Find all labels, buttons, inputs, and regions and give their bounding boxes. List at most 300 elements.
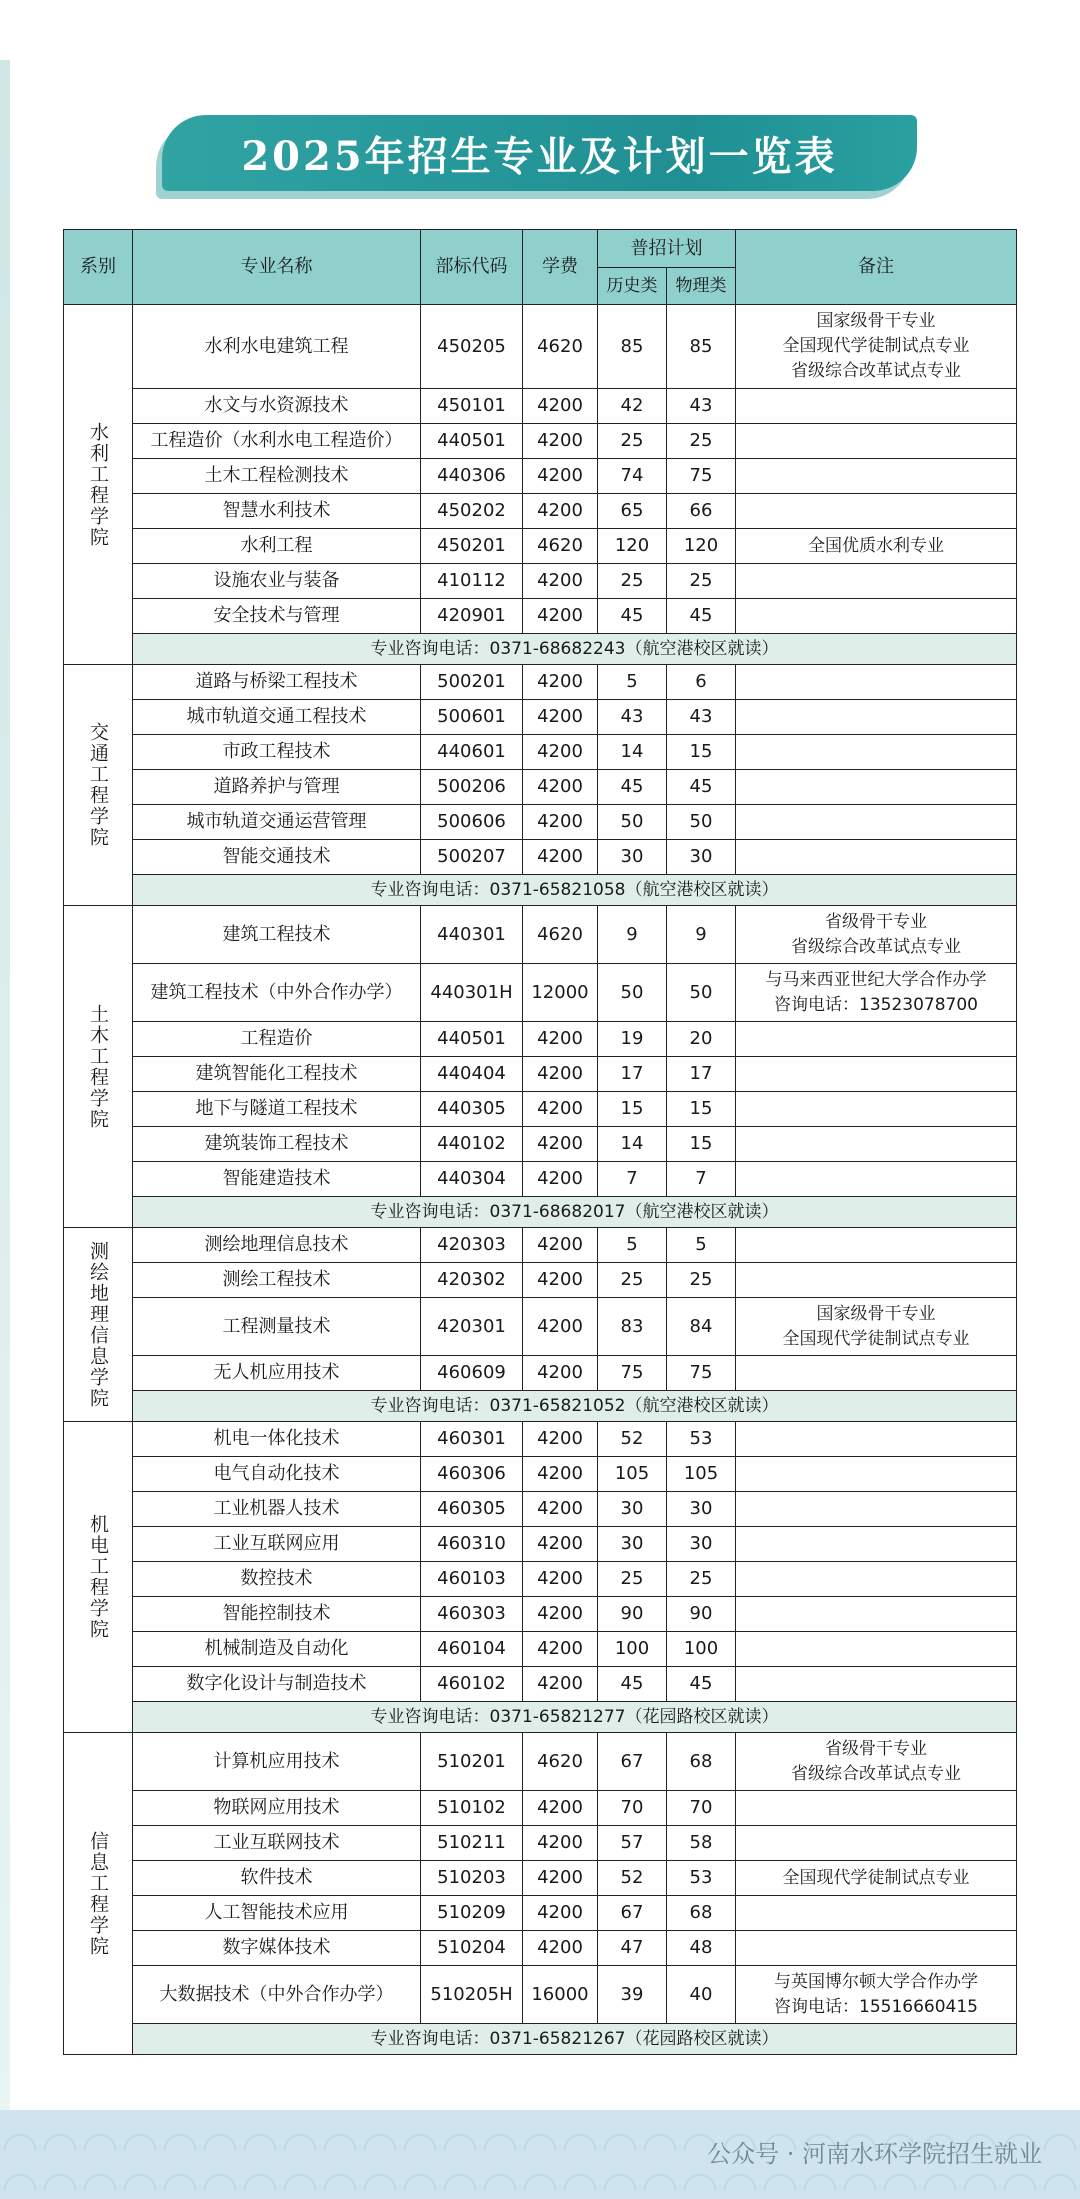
fee-cell: 4200 — [523, 1162, 598, 1197]
physics-plan-cell: 85 — [667, 305, 736, 389]
physics-plan-cell: 75 — [667, 459, 736, 494]
physics-plan-cell: 45 — [667, 599, 736, 634]
physics-plan-cell: 15 — [667, 1092, 736, 1127]
history-plan-cell: 47 — [598, 1931, 667, 1966]
note-line: 全国现代学徒制试点专业 — [782, 336, 970, 356]
physics-plan-cell: 40 — [667, 1966, 736, 2024]
physics-plan-cell: 68 — [667, 1733, 736, 1791]
note-cell — [736, 599, 1017, 634]
physics-plan-cell: 6 — [667, 665, 736, 700]
note-cell — [736, 1298, 1017, 1356]
code-cell: 440404 — [421, 1057, 523, 1092]
physics-plan-cell: 90 — [667, 1597, 736, 1632]
table-row — [64, 1356, 1017, 1391]
code-cell: 410112 — [421, 564, 523, 599]
physics-plan-cell: 48 — [667, 1931, 736, 1966]
note-cell — [736, 389, 1017, 424]
code-cell: 420901 — [421, 599, 523, 634]
table-row — [64, 1931, 1017, 1966]
major-name-cell: 智能交通技术 — [133, 840, 421, 875]
code-cell: 440501 — [421, 1022, 523, 1057]
fee-cell: 4200 — [523, 700, 598, 735]
fee-cell: 4200 — [523, 1667, 598, 1702]
table-row — [64, 1228, 1017, 1263]
fee-cell: 4200 — [523, 1298, 598, 1356]
major-name-cell: 城市轨道交通工程技术 — [133, 700, 421, 735]
physics-plan-cell: 50 — [667, 805, 736, 840]
table-row — [64, 840, 1017, 875]
code-cell: 440301 — [421, 906, 523, 964]
header-history: 历史类 — [598, 268, 667, 305]
dept-cell: 土木工程学院 — [64, 906, 133, 1228]
physics-plan-cell: 15 — [667, 735, 736, 770]
history-plan-cell: 45 — [598, 770, 667, 805]
table-row — [64, 459, 1017, 494]
table-row — [64, 424, 1017, 459]
table-row — [64, 305, 1017, 389]
major-name-cell: 工程造价 — [133, 1022, 421, 1057]
code-cell: 500207 — [421, 840, 523, 875]
note-cell — [736, 840, 1017, 875]
contact-cell: 专业咨询电话：0371-65821277（花园路校区就读） — [133, 1702, 1017, 1733]
history-plan-cell: 14 — [598, 1127, 667, 1162]
history-plan-cell: 5 — [598, 1228, 667, 1263]
physics-plan-cell: 66 — [667, 494, 736, 529]
code-cell: 510205H — [421, 1966, 523, 2024]
major-name-cell: 道路与桥梁工程技术 — [133, 665, 421, 700]
physics-plan-cell: 84 — [667, 1298, 736, 1356]
fee-cell: 4200 — [523, 1791, 598, 1826]
table-row — [64, 735, 1017, 770]
table-row — [64, 1826, 1017, 1861]
note-cell — [736, 964, 1017, 1022]
history-plan-cell: 14 — [598, 735, 667, 770]
fee-cell: 4200 — [523, 1457, 598, 1492]
dept-cell: 测绘地理信息学院 — [64, 1228, 133, 1422]
contact-row — [64, 1391, 1017, 1422]
fee-cell: 4200 — [523, 1562, 598, 1597]
major-name-cell: 市政工程技术 — [133, 735, 421, 770]
physics-plan-cell: 9 — [667, 906, 736, 964]
major-name-cell: 道路养护与管理 — [133, 770, 421, 805]
table-row — [64, 1492, 1017, 1527]
physics-plan-cell: 100 — [667, 1632, 736, 1667]
table-row — [64, 906, 1017, 964]
header-code: 部标代码 — [421, 230, 523, 305]
history-plan-cell: 45 — [598, 599, 667, 634]
physics-plan-cell: 30 — [667, 840, 736, 875]
page-title: 2025年招生专业及计划一览表 — [241, 132, 838, 180]
major-name-cell: 城市轨道交通运营管理 — [133, 805, 421, 840]
enrollment-table — [63, 229, 1017, 2055]
fee-cell: 16000 — [523, 1966, 598, 2024]
header-major: 专业名称 — [133, 230, 421, 305]
table-row — [64, 1162, 1017, 1197]
code-cell: 460104 — [421, 1632, 523, 1667]
contact-cell: 专业咨询电话：0371-65821052（航空港校区就读） — [133, 1391, 1017, 1422]
code-cell: 450101 — [421, 389, 523, 424]
table-row — [64, 1298, 1017, 1356]
table-row — [64, 389, 1017, 424]
major-name-cell: 建筑工程技术（中外合作办学） — [133, 964, 421, 1022]
enrollment-table-container — [63, 229, 1016, 2055]
major-name-cell: 人工智能技术应用 — [133, 1896, 421, 1931]
note-cell — [736, 1826, 1017, 1861]
physics-plan-cell: 25 — [667, 1263, 736, 1298]
contact-row — [64, 1702, 1017, 1733]
fee-cell: 4200 — [523, 1057, 598, 1092]
note-line: 省级骨干专业 — [825, 1738, 927, 1759]
code-cell: 500606 — [421, 805, 523, 840]
table-row — [64, 1422, 1017, 1457]
fee-cell: 4200 — [523, 1527, 598, 1562]
history-plan-cell: 39 — [598, 1966, 667, 2024]
code-cell: 440304 — [421, 1162, 523, 1197]
note-line: 与马来西亚世纪大学合作办学 — [765, 969, 987, 990]
major-name-cell: 机电一体化技术 — [133, 1422, 421, 1457]
fee-cell: 4200 — [523, 1632, 598, 1667]
note-cell — [736, 1733, 1017, 1791]
code-cell: 420302 — [421, 1263, 523, 1298]
note-cell — [736, 1092, 1017, 1127]
code-cell: 460306 — [421, 1457, 523, 1492]
fee-cell: 4200 — [523, 564, 598, 599]
fee-cell: 4200 — [523, 1931, 598, 1966]
code-cell: 440305 — [421, 1092, 523, 1127]
physics-plan-cell: 5 — [667, 1228, 736, 1263]
note-line: 全国优质水利专业 — [808, 535, 944, 556]
code-cell: 440501 — [421, 424, 523, 459]
physics-plan-cell: 30 — [667, 1492, 736, 1527]
major-name-cell: 建筑工程技术 — [133, 906, 421, 964]
physics-plan-cell: 15 — [667, 1127, 736, 1162]
physics-plan-cell: 30 — [667, 1527, 736, 1562]
contact-cell: 专业咨询电话：0371-65821267（花园路校区就读） — [133, 2024, 1017, 2055]
major-name-cell: 测绘地理信息技术 — [133, 1228, 421, 1263]
major-name-cell: 数控技术 — [133, 1562, 421, 1597]
physics-plan-cell: 53 — [667, 1861, 736, 1896]
note-line: 国家级骨干专业 — [816, 1303, 936, 1324]
code-cell: 440306 — [421, 459, 523, 494]
header-plan: 普招计划 — [598, 230, 736, 268]
note-cell — [736, 564, 1017, 599]
table-row — [64, 564, 1017, 599]
table-row — [64, 1966, 1017, 2024]
note-cell — [736, 1562, 1017, 1597]
major-name-cell: 建筑装饰工程技术 — [133, 1127, 421, 1162]
fee-cell: 4200 — [523, 1263, 598, 1298]
code-cell: 510209 — [421, 1896, 523, 1931]
banner-body — [162, 115, 917, 191]
fee-cell: 4200 — [523, 1896, 598, 1931]
note-cell — [736, 770, 1017, 805]
note-cell — [736, 1422, 1017, 1457]
fee-cell: 4200 — [523, 840, 598, 875]
fee-cell: 4200 — [523, 1597, 598, 1632]
code-cell: 460102 — [421, 1667, 523, 1702]
note-line: 与英国博尔顿大学合作办学 — [774, 1971, 978, 1992]
note-cell — [736, 1162, 1017, 1197]
history-plan-cell: 43 — [598, 700, 667, 735]
physics-plan-cell: 105 — [667, 1457, 736, 1492]
table-row — [64, 1457, 1017, 1492]
table-row — [64, 1667, 1017, 1702]
code-cell: 420301 — [421, 1298, 523, 1356]
history-plan-cell: 120 — [598, 529, 667, 564]
contact-cell: 专业咨询电话：0371-68682243（航空港校区就读） — [133, 634, 1017, 665]
history-plan-cell: 50 — [598, 805, 667, 840]
code-cell: 460310 — [421, 1527, 523, 1562]
history-plan-cell: 90 — [598, 1597, 667, 1632]
table-row — [64, 529, 1017, 564]
history-plan-cell: 30 — [598, 840, 667, 875]
history-plan-cell: 105 — [598, 1457, 667, 1492]
history-plan-cell: 25 — [598, 1263, 667, 1298]
fee-cell: 4200 — [523, 1127, 598, 1162]
history-plan-cell: 52 — [598, 1861, 667, 1896]
fee-cell: 4200 — [523, 599, 598, 634]
fee-cell: 4200 — [523, 665, 598, 700]
table-row — [64, 1527, 1017, 1562]
title-banner — [162, 115, 917, 197]
physics-plan-cell: 53 — [667, 1422, 736, 1457]
dept-cell: 信息工程学院 — [64, 1733, 133, 2055]
note-cell — [736, 1022, 1017, 1057]
major-name-cell: 水利工程 — [133, 529, 421, 564]
table-row — [64, 665, 1017, 700]
fee-cell: 4200 — [523, 1826, 598, 1861]
fee-cell: 4200 — [523, 424, 598, 459]
watermark-text: 公众号 · 河南水环学院招生就业 — [707, 2140, 1042, 2168]
fee-cell: 4200 — [523, 1492, 598, 1527]
dept-cell: 机电工程学院 — [64, 1422, 133, 1733]
left-decor-strip — [0, 60, 10, 2110]
table-row — [64, 700, 1017, 735]
code-cell: 440301H — [421, 964, 523, 1022]
note-cell — [736, 1457, 1017, 1492]
note-cell — [736, 1492, 1017, 1527]
note-line: 省级综合改革试点专业 — [791, 1763, 961, 1784]
note-cell — [736, 494, 1017, 529]
fee-cell: 4620 — [523, 305, 598, 389]
physics-plan-cell: 70 — [667, 1791, 736, 1826]
physics-plan-cell: 7 — [667, 1162, 736, 1197]
history-plan-cell: 15 — [598, 1092, 667, 1127]
major-name-cell: 工业互联网应用 — [133, 1527, 421, 1562]
history-plan-cell: 57 — [598, 1826, 667, 1861]
note-cell — [736, 1263, 1017, 1298]
note-cell — [736, 1667, 1017, 1702]
code-cell: 450201 — [421, 529, 523, 564]
table-row — [64, 1263, 1017, 1298]
physics-plan-cell: 50 — [667, 964, 736, 1022]
code-cell: 460303 — [421, 1597, 523, 1632]
dept-cell: 交通工程学院 — [64, 665, 133, 906]
contact-row — [64, 875, 1017, 906]
table-row — [64, 805, 1017, 840]
note-line: 省级综合改革试点专业 — [791, 936, 961, 957]
history-plan-cell: 100 — [598, 1632, 667, 1667]
major-name-cell: 电气自动化技术 — [133, 1457, 421, 1492]
history-plan-cell: 70 — [598, 1791, 667, 1826]
note-cell — [736, 1597, 1017, 1632]
physics-plan-cell: 45 — [667, 1667, 736, 1702]
code-cell: 460301 — [421, 1422, 523, 1457]
history-plan-cell: 52 — [598, 1422, 667, 1457]
table-row — [64, 1057, 1017, 1092]
history-plan-cell: 65 — [598, 494, 667, 529]
code-cell: 440102 — [421, 1127, 523, 1162]
fee-cell: 4200 — [523, 735, 598, 770]
code-cell: 460103 — [421, 1562, 523, 1597]
physics-plan-cell: 25 — [667, 424, 736, 459]
table-row — [64, 964, 1017, 1022]
table-row — [64, 1632, 1017, 1667]
note-cell — [736, 1861, 1017, 1896]
fee-cell: 4200 — [523, 1092, 598, 1127]
note-cell — [736, 305, 1017, 389]
history-plan-cell: 67 — [598, 1896, 667, 1931]
major-name-cell: 物联网应用技术 — [133, 1791, 421, 1826]
major-name-cell: 工程测量技术 — [133, 1298, 421, 1356]
fee-cell: 4200 — [523, 494, 598, 529]
major-name-cell: 数字媒体技术 — [133, 1931, 421, 1966]
code-cell: 420303 — [421, 1228, 523, 1263]
fee-cell: 4200 — [523, 1861, 598, 1896]
code-cell: 510211 — [421, 1826, 523, 1861]
physics-plan-cell: 58 — [667, 1826, 736, 1861]
code-cell: 510204 — [421, 1931, 523, 1966]
header-note: 备注 — [736, 230, 1017, 305]
code-cell: 510201 — [421, 1733, 523, 1791]
fee-cell: 4200 — [523, 1356, 598, 1391]
major-name-cell: 设施农业与装备 — [133, 564, 421, 599]
major-name-cell: 机械制造及自动化 — [133, 1632, 421, 1667]
physics-plan-cell: 75 — [667, 1356, 736, 1391]
history-plan-cell: 50 — [598, 964, 667, 1022]
fee-cell: 4200 — [523, 770, 598, 805]
note-cell — [736, 1527, 1017, 1562]
note-cell — [736, 1127, 1017, 1162]
major-name-cell: 地下与隧道工程技术 — [133, 1092, 421, 1127]
history-plan-cell: 19 — [598, 1022, 667, 1057]
contact-row — [64, 2024, 1017, 2055]
note-cell — [736, 1966, 1017, 2024]
table-body — [64, 305, 1017, 2055]
history-plan-cell: 30 — [598, 1527, 667, 1562]
code-cell: 460609 — [421, 1356, 523, 1391]
table-row — [64, 1896, 1017, 1931]
history-plan-cell: 42 — [598, 389, 667, 424]
history-plan-cell: 67 — [598, 1733, 667, 1791]
history-plan-cell: 25 — [598, 1562, 667, 1597]
major-name-cell: 水利水电建筑工程 — [133, 305, 421, 389]
physics-plan-cell: 43 — [667, 700, 736, 735]
code-cell: 500601 — [421, 700, 523, 735]
fee-cell: 4620 — [523, 906, 598, 964]
major-name-cell: 测绘工程技术 — [133, 1263, 421, 1298]
contact-cell: 专业咨询电话：0371-65821058（航空港校区就读） — [133, 875, 1017, 906]
note-cell — [736, 1228, 1017, 1263]
note-cell — [736, 1896, 1017, 1931]
table-row — [64, 1022, 1017, 1057]
major-name-cell: 建筑智能化工程技术 — [133, 1057, 421, 1092]
table-row — [64, 1861, 1017, 1896]
major-name-cell: 安全技术与管理 — [133, 599, 421, 634]
history-plan-cell: 45 — [598, 1667, 667, 1702]
contact-cell: 专业咨询电话：0371-68682017（航空港校区就读） — [133, 1197, 1017, 1228]
major-name-cell: 软件技术 — [133, 1861, 421, 1896]
fee-cell: 4620 — [523, 1733, 598, 1791]
history-plan-cell: 5 — [598, 665, 667, 700]
table-row — [64, 494, 1017, 529]
major-name-cell: 大数据技术（中外合作办学） — [133, 1966, 421, 2024]
major-name-cell: 工业互联网技术 — [133, 1826, 421, 1861]
note-line: 国家级骨干专业 — [816, 311, 936, 331]
code-cell: 510203 — [421, 1861, 523, 1896]
code-cell: 450205 — [421, 305, 523, 389]
note-cell — [736, 1057, 1017, 1092]
code-cell: 500206 — [421, 770, 523, 805]
physics-plan-cell: 20 — [667, 1022, 736, 1057]
contact-row — [64, 1197, 1017, 1228]
note-cell — [736, 906, 1017, 964]
major-name-cell: 智能建造技术 — [133, 1162, 421, 1197]
contact-row — [64, 634, 1017, 665]
major-name-cell: 工程造价（水利水电工程造价） — [133, 424, 421, 459]
fee-cell: 12000 — [523, 964, 598, 1022]
note-cell — [736, 459, 1017, 494]
note-cell — [736, 1632, 1017, 1667]
table-row — [64, 1597, 1017, 1632]
note-line: 全国现代学徒制试点专业 — [782, 1328, 970, 1349]
history-plan-cell: 7 — [598, 1162, 667, 1197]
physics-plan-cell: 68 — [667, 1896, 736, 1931]
fee-cell: 4200 — [523, 1022, 598, 1057]
note-line: 咨询电话：13523078700 — [774, 994, 978, 1015]
physics-plan-cell: 45 — [667, 770, 736, 805]
history-plan-cell: 75 — [598, 1356, 667, 1391]
header-dept: 系别 — [64, 230, 133, 305]
physics-plan-cell: 43 — [667, 389, 736, 424]
note-cell — [736, 529, 1017, 564]
fee-cell: 4620 — [523, 529, 598, 564]
table-row — [64, 770, 1017, 805]
major-name-cell: 土木工程检测技术 — [133, 459, 421, 494]
note-line: 省级综合改革试点专业 — [791, 361, 961, 381]
history-plan-cell: 25 — [598, 564, 667, 599]
table-row — [64, 599, 1017, 634]
physics-plan-cell: 25 — [667, 564, 736, 599]
history-plan-cell: 83 — [598, 1298, 667, 1356]
note-cell — [736, 1356, 1017, 1391]
major-name-cell: 智慧水利技术 — [133, 494, 421, 529]
major-name-cell: 水文与水资源技术 — [133, 389, 421, 424]
table-row — [64, 1092, 1017, 1127]
header-physics: 物理类 — [667, 268, 736, 305]
header-fee: 学费 — [523, 230, 598, 305]
major-name-cell: 计算机应用技术 — [133, 1733, 421, 1791]
physics-plan-cell: 17 — [667, 1057, 736, 1092]
note-line: 咨询电话：15516660415 — [774, 1996, 978, 2017]
table-row — [64, 1791, 1017, 1826]
note-cell — [736, 700, 1017, 735]
major-name-cell: 工业机器人技术 — [133, 1492, 421, 1527]
note-cell — [736, 1931, 1017, 1966]
physics-plan-cell: 120 — [667, 529, 736, 564]
code-cell: 450202 — [421, 494, 523, 529]
table-row — [64, 1127, 1017, 1162]
